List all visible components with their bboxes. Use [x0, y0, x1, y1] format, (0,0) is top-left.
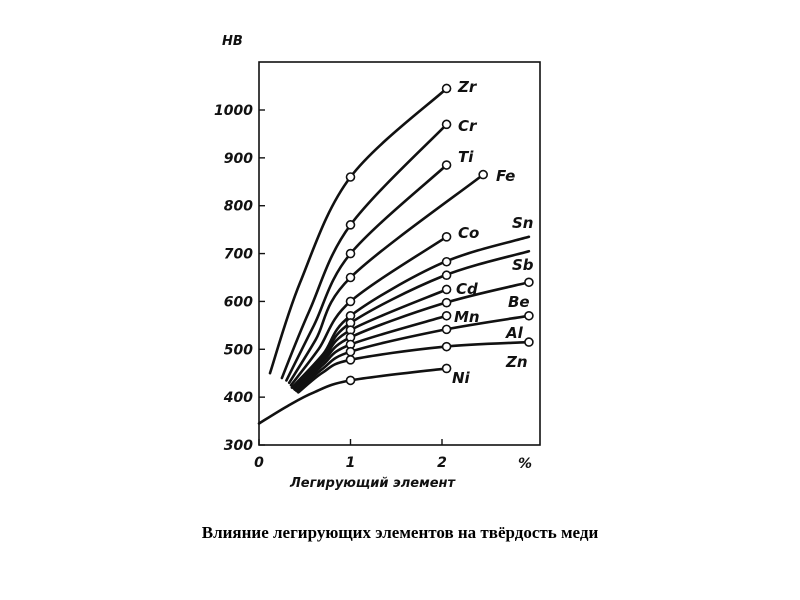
series-label-zn: Zn [506, 353, 528, 371]
x-axis-unit: % [518, 456, 533, 472]
data-point-cd [443, 285, 451, 293]
series-line-zr [270, 89, 447, 374]
series-label-al: Al [506, 324, 523, 342]
y-tick-label: 1000 [214, 103, 253, 119]
series-layer [259, 89, 529, 424]
y-tick-label: 700 [223, 246, 253, 263]
data-point-fe [347, 274, 355, 282]
data-point-zn [525, 338, 533, 346]
series-label-ti: Ti [458, 148, 474, 166]
x-tick-label: 0 [254, 455, 264, 471]
series-label-fe: Fe [496, 167, 516, 185]
data-point-co [347, 297, 355, 305]
data-point-al [347, 348, 355, 356]
chart-caption: Влияние легирующих элементов на твёрдость меди [201, 523, 599, 542]
series-label-co: Co [458, 224, 480, 242]
data-point-ni [347, 376, 355, 384]
data-point-sb [443, 271, 451, 279]
data-point-sn [443, 258, 451, 266]
data-point-cr [443, 120, 451, 128]
x-axis-title: Легирующий элемент [290, 476, 456, 491]
data-point-ti [347, 250, 355, 258]
y-axis-title: НВ [222, 34, 243, 49]
data-point-cr [347, 221, 355, 229]
y-tick-label: 900 [223, 150, 253, 167]
data-point-be [525, 278, 533, 286]
series-label-ni: Ni [452, 369, 470, 387]
data-point-al [443, 325, 451, 333]
series-label-cd: Cd [456, 280, 478, 298]
data-point-ti [443, 161, 451, 169]
x-tick-label: 1 [345, 455, 356, 471]
series-label-zr: Zr [458, 78, 477, 96]
data-point-zn [443, 343, 451, 351]
series-label-sb: Sb [512, 256, 534, 274]
y-tick-label: 600 [223, 294, 253, 311]
marker-layer [347, 84, 533, 384]
data-point-zr [347, 173, 355, 181]
x-tick-label: 2 [437, 455, 447, 471]
y-tick-label: 300 [223, 438, 253, 454]
y-tick-label: 800 [223, 198, 253, 215]
data-point-ni [443, 364, 451, 372]
data-point-be [443, 299, 451, 307]
data-point-zr [443, 84, 451, 92]
y-tick-label: 500 [223, 342, 253, 359]
series-label-cr: Cr [458, 117, 477, 135]
data-point-mn [443, 312, 451, 320]
data-point-al [525, 312, 533, 320]
data-point-fe [479, 171, 487, 179]
series-label-mn: Mn [454, 308, 480, 326]
series-label-sn: Sn [512, 214, 534, 232]
data-point-zn [347, 356, 355, 364]
y-tick-label: 400 [223, 390, 253, 407]
data-point-co [443, 233, 451, 241]
series-label-be: Be [508, 293, 530, 311]
